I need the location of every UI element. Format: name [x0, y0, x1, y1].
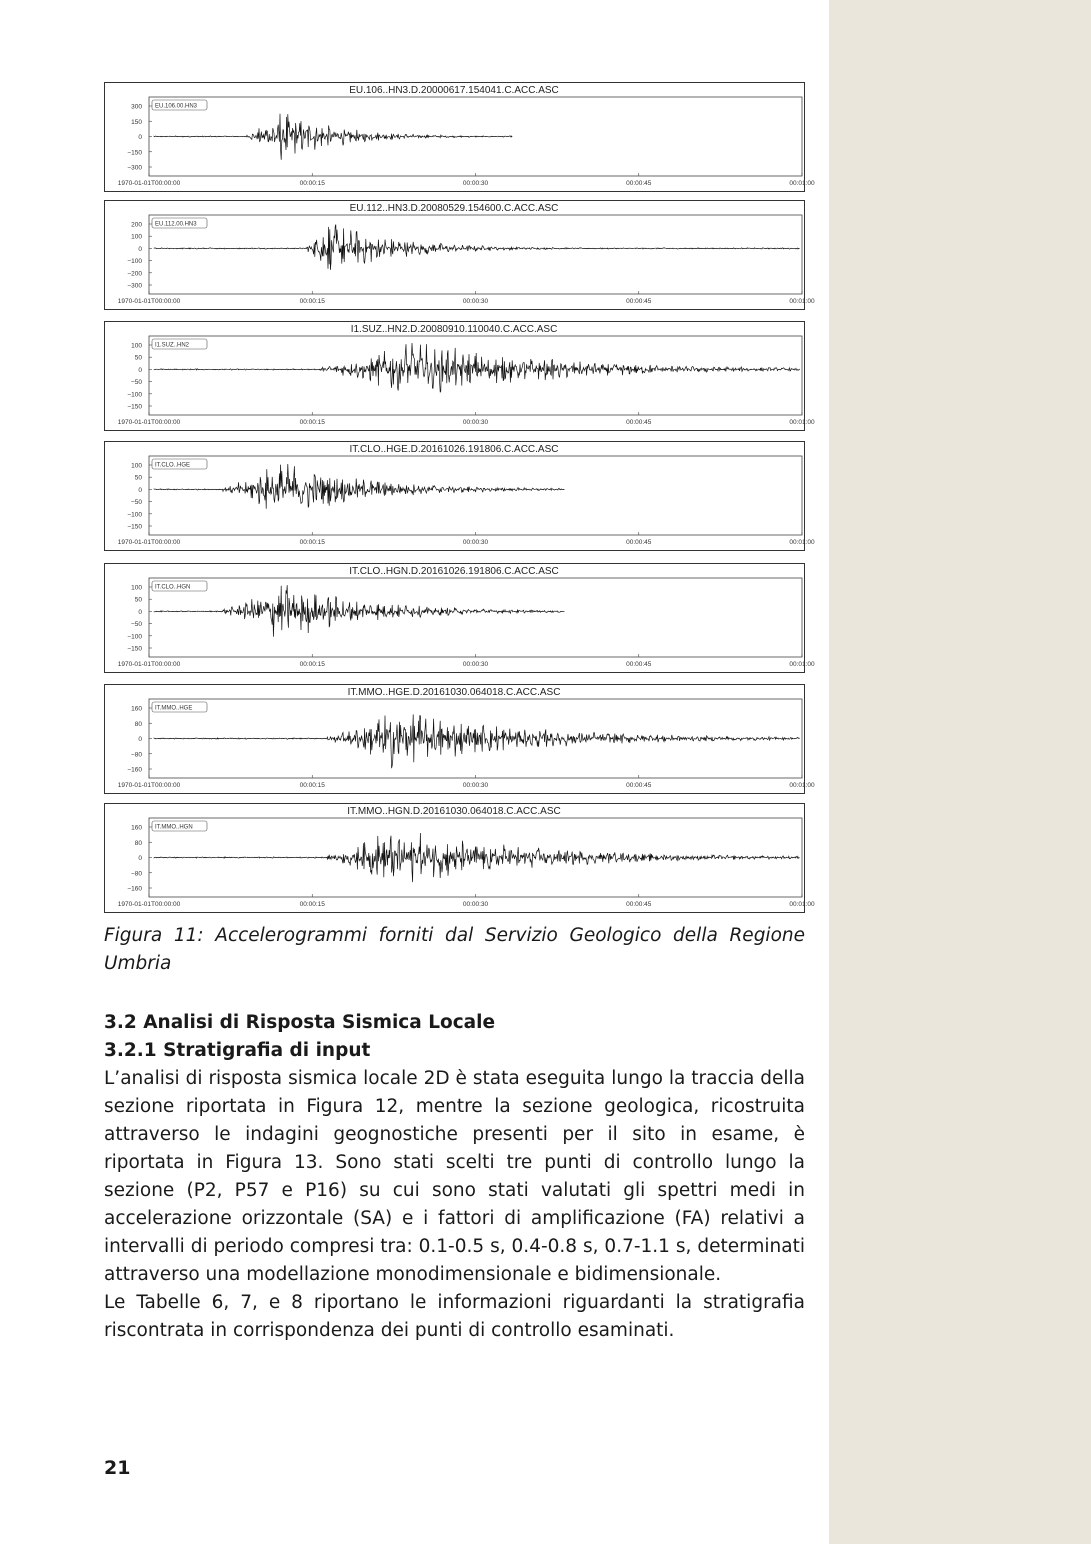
x-tick-label: 00:01:00 [789, 180, 815, 187]
legend [152, 459, 207, 469]
legend-label: EU.112.00.HN3 [155, 221, 197, 228]
panel-frame [105, 201, 805, 310]
y-tick-label: −100 [127, 391, 142, 399]
x-tick-label: 00:00:15 [299, 298, 325, 305]
page-sidebar [829, 0, 1091, 1544]
y-tick-label: −50 [130, 379, 142, 387]
x-tick-label: 00:00:45 [626, 661, 652, 668]
y-tick-label: 100 [131, 462, 142, 470]
legend [152, 702, 207, 712]
y-tick-label: 160 [131, 824, 142, 832]
x-tick-label: 00:00:30 [462, 901, 489, 908]
y-tick-label: −300 [127, 164, 142, 172]
y-tick-label: 0 [138, 245, 142, 253]
y-tick-label: 0 [138, 855, 142, 862]
x-tick-label: 00:01:00 [789, 298, 815, 305]
subsection-heading: 3.2.1 Stratigrafia di input [104, 1040, 371, 1061]
body-text [104, 1065, 805, 1345]
y-tick-label: −100 [127, 633, 142, 641]
y-tick-label: 50 [134, 596, 142, 604]
x-tick-label: 1970-01-01T00:00:00 [117, 298, 181, 305]
y-tick-label: 200 [131, 221, 142, 229]
x-tick-label: 1970-01-01T00:00:00 [117, 901, 181, 908]
x-tick-label: 00:00:15 [299, 419, 325, 426]
x-tick-label: 1970-01-01T00:00:00 [117, 419, 181, 426]
y-tick-label: 150 [131, 118, 142, 126]
y-tick-label: −100 [127, 258, 142, 266]
y-tick-label: −50 [130, 499, 142, 507]
x-tick-label: 1970-01-01T00:00:00 [117, 539, 181, 546]
x-tick-label: 00:00:45 [626, 419, 652, 426]
y-tick-label: 160 [131, 705, 142, 713]
accelerogram-panel [105, 201, 816, 310]
x-tick-label: 00:00:15 [299, 539, 325, 546]
y-tick-label: 80 [134, 839, 142, 847]
x-tick-label: 00:01:00 [789, 782, 815, 789]
panel-title: IT.MMO..HGE.D.20161030.064018.C.ACC.ASC [347, 687, 561, 698]
y-tick-label: −150 [127, 523, 142, 531]
accelerogram-panel [105, 83, 816, 192]
panel-title: IT.CLO..HGE.D.20161026.191806.C.ACC.ASC [349, 444, 559, 455]
accelerogram-panel [105, 804, 816, 913]
paragraph: L’analisi di risposta sismica locale 2D è stata eseguita lungo la traccia della sezione riportata in Figura 12, mentre la sezione geologica, ricostruita attraverso le indagini geognostiche presenti per il sito in esame, è riportata in Figura 13. Sono stati scelti tre punti di controllo lungo la sezione (P2, P57 e P16) su cui sono stati valutati gli spettri medi in accelerazione orizzontale (SA) e i fattori di amplificazione (FA) relativi a intervalli di periodo compresi tra: 0.1-0.5 s, 0.4-0.8 s, 0.7-1.1 s, determinati attraverso una modellazione monodimensionale e bidimensionale. [104, 1068, 805, 1285]
x-tick-label: 00:00:30 [462, 180, 489, 187]
accelerogram-panel [105, 564, 816, 673]
y-tick-label: 0 [138, 608, 142, 616]
x-tick-label: 00:00:45 [626, 298, 652, 305]
legend-label: EU.106.00.HN3 [155, 103, 198, 110]
panel-title: EU.106..HN3.D.20000617.154041.C.ACC.ASC [349, 85, 559, 96]
panel-frame [105, 322, 805, 431]
legend [152, 581, 207, 591]
figure-caption: Figura 11: Accelerogrammi forniti dal Servizio Geologico della Regione Umbria [104, 925, 805, 974]
panel-title: EU.112..HN3.D.20080529.154600.C.ACC.ASC [349, 203, 559, 214]
x-tick-label: 1970-01-01T00:00:00 [117, 782, 181, 789]
y-tick-label: −50 [130, 621, 142, 629]
y-tick-label: −150 [127, 403, 142, 411]
page-number: 21 [104, 1457, 131, 1479]
x-tick-label: 00:00:45 [626, 782, 652, 789]
y-tick-label: 100 [131, 233, 142, 241]
panel-frame [105, 564, 805, 673]
panel-title: IT.MMO..HGN.D.20161030.064018.C.ACC.ASC [347, 806, 561, 817]
y-tick-label: −80 [130, 870, 142, 878]
x-tick-label: 00:00:15 [299, 180, 325, 187]
y-tick-label: −160 [127, 885, 142, 893]
x-tick-label: 00:00:30 [462, 661, 489, 668]
x-tick-label: 00:00:30 [462, 419, 489, 426]
accelerogram-panel [105, 442, 816, 551]
y-tick-label: 0 [138, 134, 142, 141]
x-tick-label: 00:01:00 [789, 539, 815, 546]
legend-label: IT.CLO..HGE [155, 462, 191, 469]
y-tick-label: −300 [127, 282, 142, 290]
y-tick-label: −150 [127, 645, 142, 653]
y-tick-label: −150 [127, 149, 142, 157]
accelerogram-figure [104, 82, 815, 914]
y-tick-label: 100 [131, 584, 142, 592]
y-tick-label: 0 [138, 366, 142, 374]
y-tick-label: 0 [138, 736, 142, 743]
y-tick-label: −100 [127, 511, 142, 519]
legend-label: IT.CLO..HGN [155, 584, 191, 591]
x-tick-label: 1970-01-01T00:00:00 [117, 180, 181, 187]
accelerogram-panel [105, 685, 816, 794]
section-heading: 3.2 Analisi di Risposta Sismica Locale [104, 1012, 496, 1033]
x-tick-label: 00:00:45 [626, 180, 652, 187]
x-tick-label: 00:00:30 [462, 539, 489, 546]
legend [152, 821, 207, 831]
y-tick-label: 100 [131, 342, 142, 350]
panel-title: I1.SUZ..HN2.D.20080910.110040.C.ACC.ASC [350, 324, 558, 335]
x-tick-label: 1970-01-01T00:00:00 [117, 661, 181, 668]
y-tick-label: 80 [134, 720, 142, 728]
legend [152, 339, 207, 349]
panel-title: IT.CLO..HGN.D.20161026.191806.C.ACC.ASC [349, 566, 559, 577]
y-tick-label: 50 [134, 354, 142, 362]
x-tick-label: 00:01:00 [789, 901, 815, 908]
y-tick-label: 300 [131, 103, 142, 111]
y-tick-label: 0 [138, 486, 142, 494]
y-tick-label: 50 [134, 474, 142, 482]
x-tick-label: 00:00:45 [626, 539, 652, 546]
legend-label: IT.MMO..HGN [155, 824, 193, 831]
x-tick-label: 00:00:30 [462, 782, 489, 789]
x-tick-label: 00:00:15 [299, 782, 325, 789]
legend-label: IT.MMO..HGE [155, 705, 193, 712]
x-tick-label: 00:00:30 [462, 298, 489, 305]
x-tick-label: 00:00:15 [299, 901, 325, 908]
y-tick-label: −160 [127, 766, 142, 774]
x-tick-label: 00:00:45 [626, 901, 652, 908]
accelerogram-panel [105, 322, 816, 431]
y-tick-label: −200 [127, 270, 142, 278]
x-tick-label: 00:00:15 [299, 661, 325, 668]
legend [152, 218, 207, 228]
x-tick-label: 00:01:00 [789, 419, 815, 426]
legend-label: I1.SUZ..HN2 [155, 342, 190, 349]
y-tick-label: −80 [130, 751, 142, 759]
panel-frame [105, 442, 805, 551]
legend [152, 100, 207, 110]
paragraph: Le Tabelle 6, 7, e 8 riportano le informazioni riguardanti la stratigrafia riscontrata in corrispondenza dei punti di controllo esaminati. [104, 1292, 805, 1341]
x-tick-label: 00:01:00 [789, 661, 815, 668]
